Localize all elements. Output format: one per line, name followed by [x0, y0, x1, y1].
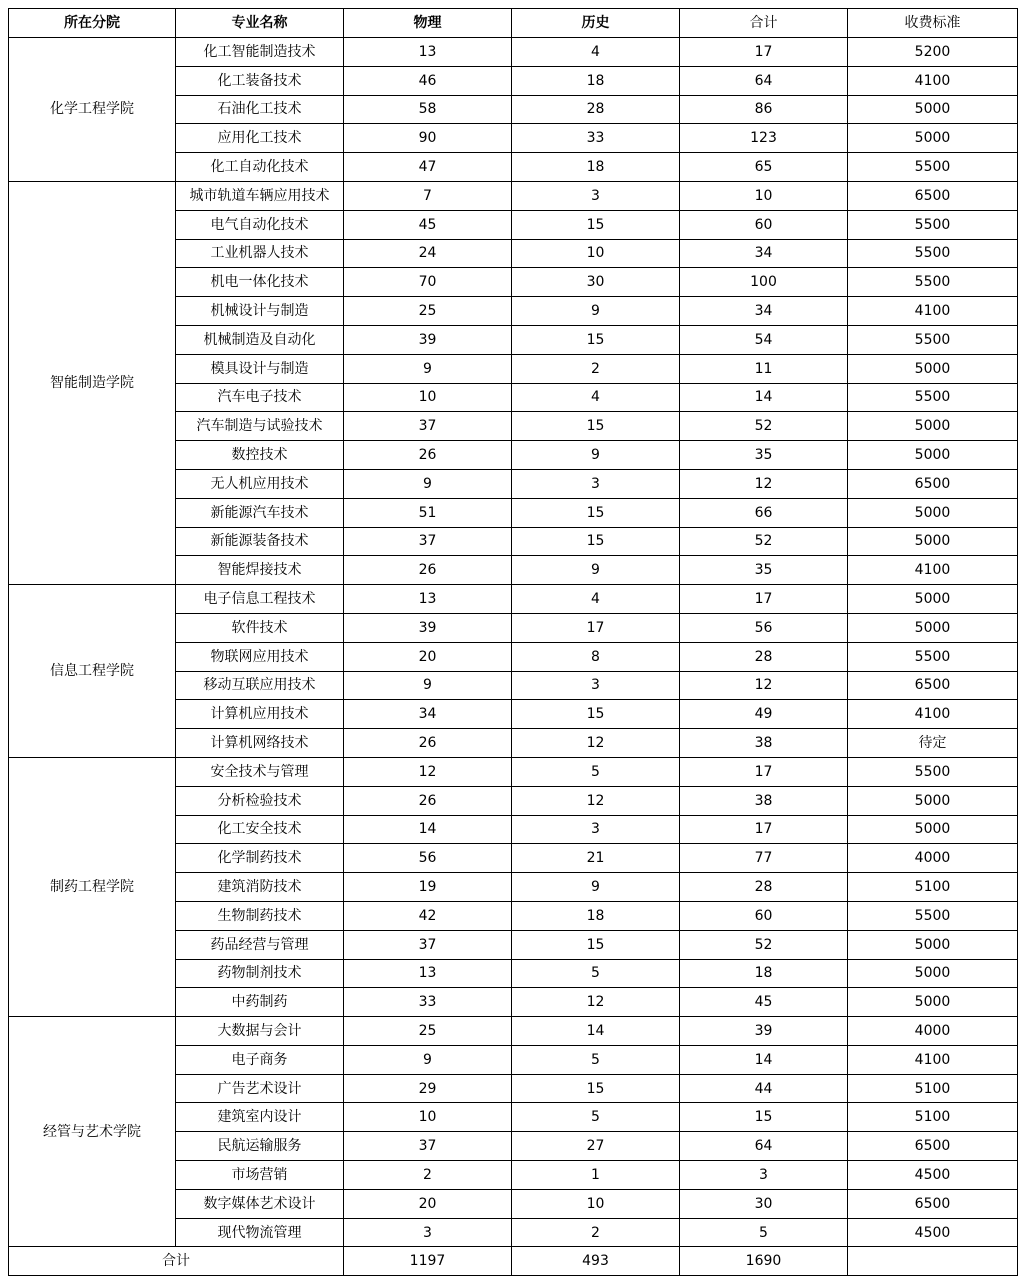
fee-cell: 待定 [848, 729, 1018, 758]
table-row [9, 181, 1018, 210]
table-footer [9, 1247, 1018, 1276]
history-cell: 3 [512, 469, 680, 498]
physics-cell: 56 [344, 844, 512, 873]
major-cell: 物联网应用技术 [176, 642, 344, 671]
department-cell: 信息工程学院 [9, 585, 176, 758]
major-cell: 广告艺术设计 [176, 1074, 344, 1103]
major-cell: 现代物流管理 [176, 1218, 344, 1247]
table-row [9, 38, 1018, 67]
physics-cell: 29 [344, 1074, 512, 1103]
physics-cell: 13 [344, 38, 512, 67]
physics-cell: 26 [344, 786, 512, 815]
fee-cell: 4500 [848, 1218, 1018, 1247]
major-cell: 机械制造及自动化 [176, 325, 344, 354]
total-cell: 5 [680, 1218, 848, 1247]
total-cell: 60 [680, 901, 848, 930]
history-cell: 15 [512, 930, 680, 959]
header-physics: 物理 [344, 9, 512, 38]
total-cell: 45 [680, 988, 848, 1017]
major-cell: 生物制药技术 [176, 901, 344, 930]
history-cell: 17 [512, 613, 680, 642]
history-cell: 12 [512, 988, 680, 1017]
history-cell: 21 [512, 844, 680, 873]
history-cell: 4 [512, 383, 680, 412]
total-cell: 64 [680, 1132, 848, 1161]
history-cell: 33 [512, 124, 680, 153]
table-header [9, 9, 1018, 38]
physics-cell: 45 [344, 210, 512, 239]
history-cell: 3 [512, 181, 680, 210]
major-cell: 建筑消防技术 [176, 873, 344, 902]
history-cell: 14 [512, 1017, 680, 1046]
history-cell: 9 [512, 873, 680, 902]
total-cell: 66 [680, 498, 848, 527]
total-cell: 39 [680, 1017, 848, 1046]
major-cell: 大数据与会计 [176, 1017, 344, 1046]
header-row [9, 9, 1018, 38]
total-cell: 3 [680, 1161, 848, 1190]
fee-cell: 5000 [848, 354, 1018, 383]
department-cell: 智能制造学院 [9, 181, 176, 584]
major-cell: 药品经营与管理 [176, 930, 344, 959]
history-cell: 4 [512, 585, 680, 614]
fee-cell: 5500 [848, 239, 1018, 268]
header-fee: 收费标准 [848, 9, 1018, 38]
major-cell: 化工装备技术 [176, 66, 344, 95]
header-total: 合计 [680, 9, 848, 38]
history-cell: 15 [512, 498, 680, 527]
header-major: 专业名称 [176, 9, 344, 38]
history-cell: 9 [512, 297, 680, 326]
history-cell: 12 [512, 786, 680, 815]
physics-cell: 37 [344, 1132, 512, 1161]
major-cell: 计算机网络技术 [176, 729, 344, 758]
total-cell: 52 [680, 930, 848, 959]
physics-cell: 10 [344, 1103, 512, 1132]
total-cell: 17 [680, 585, 848, 614]
history-cell: 15 [512, 527, 680, 556]
total-cell: 56 [680, 613, 848, 642]
physics-cell: 58 [344, 95, 512, 124]
footer-total: 1690 [680, 1247, 848, 1276]
history-cell: 8 [512, 642, 680, 671]
total-cell: 60 [680, 210, 848, 239]
major-cell: 化工安全技术 [176, 815, 344, 844]
footer-physics: 1197 [344, 1247, 512, 1276]
total-cell: 15 [680, 1103, 848, 1132]
history-cell: 15 [512, 325, 680, 354]
fee-cell: 5000 [848, 988, 1018, 1017]
physics-cell: 70 [344, 268, 512, 297]
history-cell: 10 [512, 239, 680, 268]
footer-total-row [9, 1247, 1018, 1276]
major-cell: 应用化工技术 [176, 124, 344, 153]
physics-cell: 9 [344, 469, 512, 498]
footer-label: 合计 [9, 1247, 344, 1276]
physics-cell: 2 [344, 1161, 512, 1190]
total-cell: 17 [680, 757, 848, 786]
physics-cell: 51 [344, 498, 512, 527]
fee-cell: 5500 [848, 325, 1018, 354]
fee-cell: 6500 [848, 181, 1018, 210]
total-cell: 38 [680, 786, 848, 815]
total-cell: 52 [680, 527, 848, 556]
total-cell: 28 [680, 873, 848, 902]
total-cell: 64 [680, 66, 848, 95]
major-cell: 分析检验技术 [176, 786, 344, 815]
fee-cell: 5100 [848, 873, 1018, 902]
physics-cell: 25 [344, 1017, 512, 1046]
fee-cell: 5500 [848, 268, 1018, 297]
total-cell: 44 [680, 1074, 848, 1103]
major-cell: 模具设计与制造 [176, 354, 344, 383]
total-cell: 10 [680, 181, 848, 210]
total-cell: 34 [680, 239, 848, 268]
major-cell: 软件技术 [176, 613, 344, 642]
history-cell: 18 [512, 901, 680, 930]
major-cell: 电子商务 [176, 1045, 344, 1074]
fee-cell: 6500 [848, 671, 1018, 700]
major-cell: 智能焊接技术 [176, 556, 344, 585]
total-cell: 35 [680, 556, 848, 585]
total-cell: 100 [680, 268, 848, 297]
fee-cell: 5000 [848, 959, 1018, 988]
total-cell: 34 [680, 297, 848, 326]
history-cell: 5 [512, 1045, 680, 1074]
physics-cell: 46 [344, 66, 512, 95]
major-cell: 石油化工技术 [176, 95, 344, 124]
fee-cell: 4500 [848, 1161, 1018, 1190]
fee-cell: 5100 [848, 1103, 1018, 1132]
fee-cell: 5200 [848, 38, 1018, 67]
fee-cell: 5500 [848, 757, 1018, 786]
fee-cell: 5000 [848, 930, 1018, 959]
major-cell: 工业机器人技术 [176, 239, 344, 268]
fee-cell: 4100 [848, 297, 1018, 326]
fee-cell: 6500 [848, 1132, 1018, 1161]
physics-cell: 9 [344, 354, 512, 383]
fee-cell: 4100 [848, 1045, 1018, 1074]
major-cell: 新能源装备技术 [176, 527, 344, 556]
major-cell: 化工自动化技术 [176, 153, 344, 182]
fee-cell: 6500 [848, 1189, 1018, 1218]
fee-cell: 5100 [848, 1074, 1018, 1103]
physics-cell: 19 [344, 873, 512, 902]
total-cell: 123 [680, 124, 848, 153]
fee-cell: 5000 [848, 412, 1018, 441]
major-cell: 安全技术与管理 [176, 757, 344, 786]
physics-cell: 39 [344, 613, 512, 642]
physics-cell: 20 [344, 642, 512, 671]
header-history: 历史 [512, 9, 680, 38]
history-cell: 2 [512, 1218, 680, 1247]
total-cell: 17 [680, 815, 848, 844]
history-cell: 18 [512, 66, 680, 95]
fee-cell: 4100 [848, 556, 1018, 585]
physics-cell: 39 [344, 325, 512, 354]
history-cell: 4 [512, 38, 680, 67]
fee-cell: 5000 [848, 815, 1018, 844]
history-cell: 9 [512, 441, 680, 470]
total-cell: 12 [680, 671, 848, 700]
physics-cell: 9 [344, 1045, 512, 1074]
history-cell: 30 [512, 268, 680, 297]
total-cell: 49 [680, 700, 848, 729]
total-cell: 38 [680, 729, 848, 758]
history-cell: 10 [512, 1189, 680, 1218]
table-row [9, 757, 1018, 786]
physics-cell: 47 [344, 153, 512, 182]
physics-cell: 26 [344, 441, 512, 470]
major-cell: 机电一体化技术 [176, 268, 344, 297]
fee-cell: 6500 [848, 469, 1018, 498]
fee-cell: 4100 [848, 700, 1018, 729]
major-cell: 药物制剂技术 [176, 959, 344, 988]
total-cell: 28 [680, 642, 848, 671]
physics-cell: 7 [344, 181, 512, 210]
physics-cell: 10 [344, 383, 512, 412]
major-cell: 电子信息工程技术 [176, 585, 344, 614]
major-cell: 数控技术 [176, 441, 344, 470]
fee-cell: 5000 [848, 585, 1018, 614]
fee-cell: 5500 [848, 901, 1018, 930]
history-cell: 5 [512, 757, 680, 786]
physics-cell: 12 [344, 757, 512, 786]
history-cell: 2 [512, 354, 680, 383]
total-cell: 17 [680, 38, 848, 67]
history-cell: 9 [512, 556, 680, 585]
total-cell: 86 [680, 95, 848, 124]
history-cell: 15 [512, 210, 680, 239]
fee-cell: 4000 [848, 844, 1018, 873]
major-cell: 数字媒体艺术设计 [176, 1189, 344, 1218]
major-cell: 计算机应用技术 [176, 700, 344, 729]
history-cell: 1 [512, 1161, 680, 1190]
major-cell: 化工智能制造技术 [176, 38, 344, 67]
total-cell: 18 [680, 959, 848, 988]
major-cell: 中药制药 [176, 988, 344, 1017]
major-cell: 汽车电子技术 [176, 383, 344, 412]
physics-cell: 37 [344, 412, 512, 441]
physics-cell: 13 [344, 959, 512, 988]
history-cell: 12 [512, 729, 680, 758]
physics-cell: 20 [344, 1189, 512, 1218]
total-cell: 30 [680, 1189, 848, 1218]
footer-history: 493 [512, 1247, 680, 1276]
major-cell: 移动互联应用技术 [176, 671, 344, 700]
table-row [9, 1017, 1018, 1046]
fee-cell: 5000 [848, 527, 1018, 556]
fee-cell: 5000 [848, 498, 1018, 527]
fee-cell: 5000 [848, 95, 1018, 124]
physics-cell: 37 [344, 930, 512, 959]
major-cell: 新能源汽车技术 [176, 498, 344, 527]
major-cell: 市场营销 [176, 1161, 344, 1190]
physics-cell: 24 [344, 239, 512, 268]
physics-cell: 13 [344, 585, 512, 614]
major-cell: 化学制药技术 [176, 844, 344, 873]
total-cell: 77 [680, 844, 848, 873]
major-cell: 汽车制造与试验技术 [176, 412, 344, 441]
total-cell: 52 [680, 412, 848, 441]
physics-cell: 26 [344, 556, 512, 585]
history-cell: 3 [512, 671, 680, 700]
physics-cell: 42 [344, 901, 512, 930]
history-cell: 27 [512, 1132, 680, 1161]
total-cell: 14 [680, 383, 848, 412]
history-cell: 15 [512, 700, 680, 729]
fee-cell: 4100 [848, 66, 1018, 95]
enrollment-table [8, 8, 1018, 1276]
department-cell: 经管与艺术学院 [9, 1017, 176, 1247]
physics-cell: 37 [344, 527, 512, 556]
department-cell: 制药工程学院 [9, 757, 176, 1016]
major-cell: 无人机应用技术 [176, 469, 344, 498]
history-cell: 15 [512, 1074, 680, 1103]
physics-cell: 14 [344, 815, 512, 844]
table-row [9, 585, 1018, 614]
history-cell: 18 [512, 153, 680, 182]
major-cell: 机械设计与制造 [176, 297, 344, 326]
major-cell: 城市轨道车辆应用技术 [176, 181, 344, 210]
footer-fee [848, 1247, 1018, 1276]
total-cell: 54 [680, 325, 848, 354]
total-cell: 11 [680, 354, 848, 383]
physics-cell: 3 [344, 1218, 512, 1247]
total-cell: 35 [680, 441, 848, 470]
history-cell: 15 [512, 412, 680, 441]
fee-cell: 5500 [848, 210, 1018, 239]
physics-cell: 33 [344, 988, 512, 1017]
fee-cell: 4000 [848, 1017, 1018, 1046]
total-cell: 12 [680, 469, 848, 498]
fee-cell: 5000 [848, 441, 1018, 470]
major-cell: 电气自动化技术 [176, 210, 344, 239]
fee-cell: 5500 [848, 383, 1018, 412]
fee-cell: 5500 [848, 642, 1018, 671]
fee-cell: 5000 [848, 786, 1018, 815]
history-cell: 28 [512, 95, 680, 124]
physics-cell: 34 [344, 700, 512, 729]
total-cell: 14 [680, 1045, 848, 1074]
physics-cell: 25 [344, 297, 512, 326]
history-cell: 3 [512, 815, 680, 844]
physics-cell: 9 [344, 671, 512, 700]
history-cell: 5 [512, 959, 680, 988]
major-cell: 民航运输服务 [176, 1132, 344, 1161]
total-cell: 65 [680, 153, 848, 182]
physics-cell: 90 [344, 124, 512, 153]
physics-cell: 26 [344, 729, 512, 758]
fee-cell: 5000 [848, 124, 1018, 153]
department-cell: 化学工程学院 [9, 38, 176, 182]
history-cell: 5 [512, 1103, 680, 1132]
table-body [9, 38, 1018, 1247]
fee-cell: 5000 [848, 613, 1018, 642]
header-department: 所在分院 [9, 9, 176, 38]
major-cell: 建筑室内设计 [176, 1103, 344, 1132]
fee-cell: 5500 [848, 153, 1018, 182]
